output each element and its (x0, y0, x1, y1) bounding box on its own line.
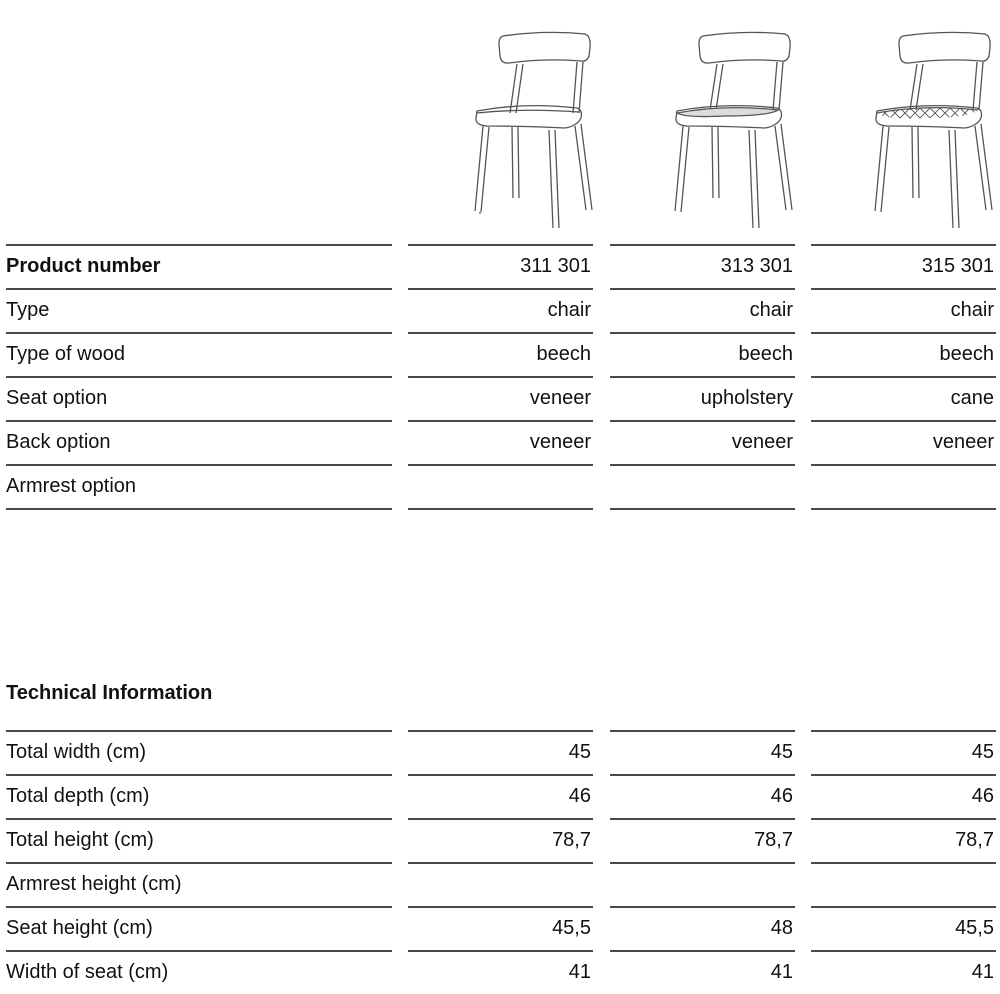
row-label: Width of seat (cm) (6, 950, 392, 994)
row-value-product-1: 45,5 (408, 906, 593, 950)
row-value-product-1 (408, 862, 593, 906)
row-value-product-3: veneer (811, 420, 996, 464)
row-value-product-2: 45 (610, 730, 795, 774)
row-label: Type of wood (6, 332, 392, 376)
row-label: Total depth (cm) (6, 774, 392, 818)
row-value-product-3: cane (811, 376, 996, 420)
chair-illustration-315-301 (865, 28, 995, 228)
row-label: Type (6, 288, 392, 332)
row-value-product-3: 41 (811, 950, 996, 994)
row-value-product-1: 46 (408, 774, 593, 818)
row-value-product-1: 311 301 (408, 244, 593, 288)
row-value-product-1: 78,7 (408, 818, 593, 862)
row-value-product-2: 41 (610, 950, 795, 994)
chair-illustration-313-301 (665, 28, 795, 228)
row-label: Total width (cm) (6, 730, 392, 774)
row-value-product-1: chair (408, 288, 593, 332)
row-value-product-1: 45 (408, 730, 593, 774)
row-value-product-2: chair (610, 288, 795, 332)
row-value-product-2: veneer (610, 420, 795, 464)
row-value-product-1: beech (408, 332, 593, 376)
row-value-product-3: beech (811, 332, 996, 376)
row-label: Seat height (cm) (6, 906, 392, 950)
row-label: Armrest option (6, 464, 392, 508)
row-value-product-2 (610, 508, 795, 552)
row-value-product-1 (408, 508, 593, 552)
chair-cane-seat-icon (865, 28, 995, 228)
row-value-product-1 (408, 464, 593, 508)
row-label (6, 508, 392, 552)
row-value-product-3 (811, 464, 996, 508)
row-value-product-1: 41 (408, 950, 593, 994)
row-value-product-2: 48 (610, 906, 795, 950)
row-value-product-2 (610, 862, 795, 906)
row-value-product-3 (811, 508, 996, 552)
chair-illustration-311-301 (465, 28, 595, 228)
row-value-product-3: chair (811, 288, 996, 332)
row-label: Product number (6, 244, 392, 288)
row-value-product-3: 45 (811, 730, 996, 774)
chair-plain-seat-icon (465, 28, 595, 228)
row-value-product-1: veneer (408, 376, 593, 420)
row-value-product-2: 313 301 (610, 244, 795, 288)
row-value-product-3: 45,5 (811, 906, 996, 950)
row-label: Seat option (6, 376, 392, 420)
technical-info-title: Technical Information (6, 682, 213, 704)
row-value-product-2: 78,7 (610, 818, 795, 862)
row-label: Total height (cm) (6, 818, 392, 862)
row-label: Armrest height (cm) (6, 862, 392, 906)
row-value-product-3 (811, 862, 996, 906)
row-value-product-3: 78,7 (811, 818, 996, 862)
row-value-product-2 (610, 464, 795, 508)
row-value-product-3: 315 301 (811, 244, 996, 288)
row-value-product-2: beech (610, 332, 795, 376)
row-value-product-2: upholstery (610, 376, 795, 420)
row-label: Back option (6, 420, 392, 464)
row-value-product-2: 46 (610, 774, 795, 818)
chair-upholstered-seat-icon (665, 28, 795, 228)
row-value-product-1: veneer (408, 420, 593, 464)
row-value-product-3: 46 (811, 774, 996, 818)
